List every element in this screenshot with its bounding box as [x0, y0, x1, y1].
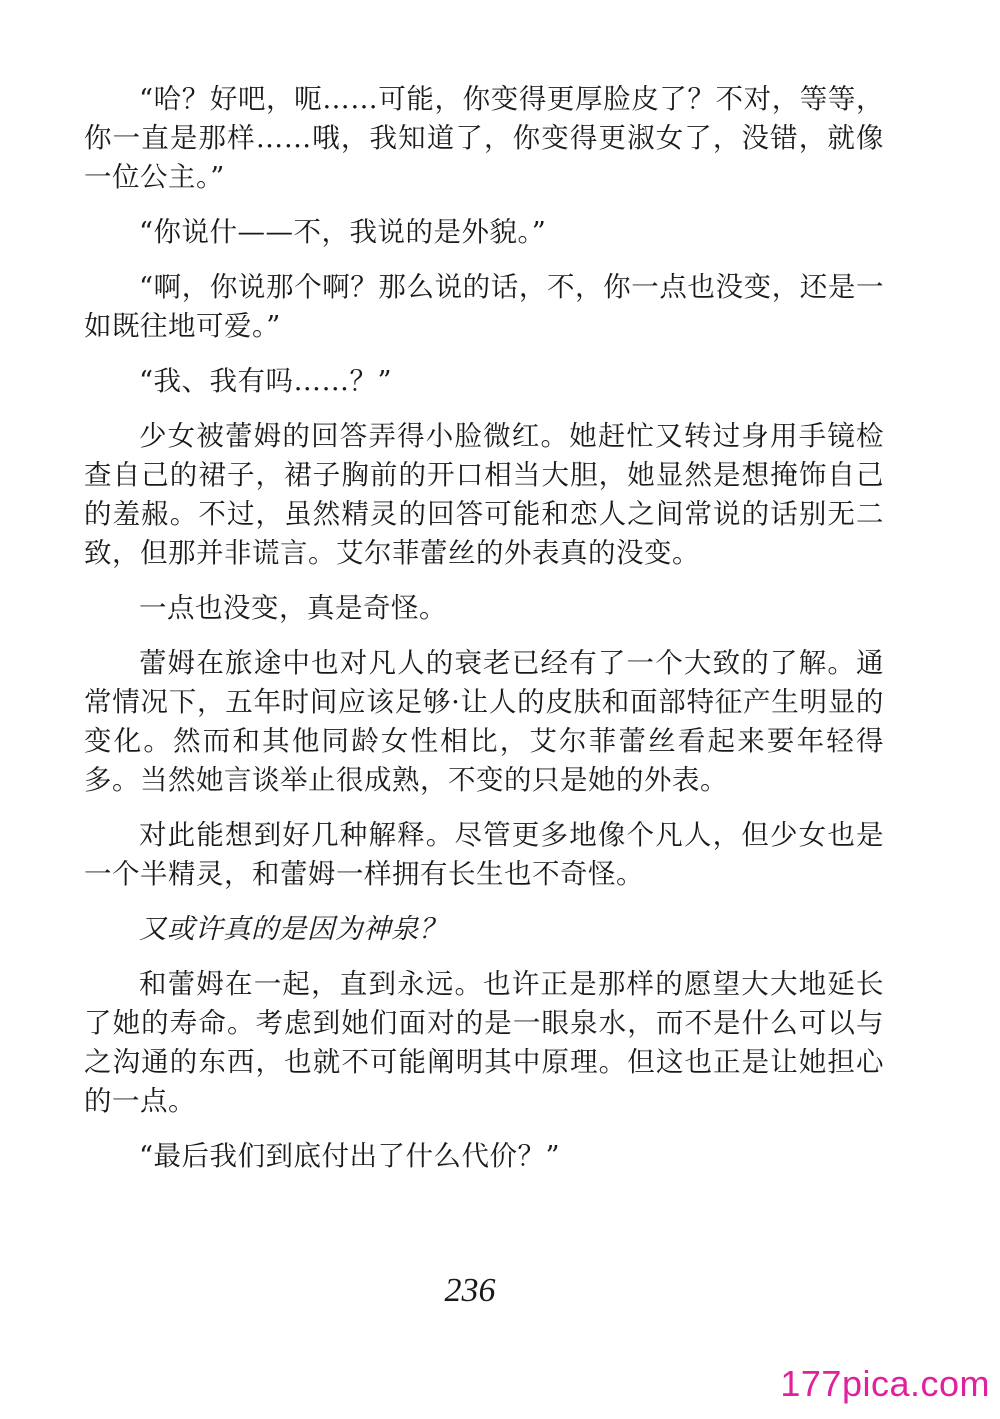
- site-watermark: 177pica.com: [780, 1363, 990, 1404]
- paragraph-11: “最后我们到底付出了什么代价？”: [139, 1140, 561, 1172]
- paragraph-10: 和蕾姆在一起，直到永远。也许正是那样的愿望大大地延长了她的寿命。考虑到她们面对的是一眼泉水，而不是什么可以与之沟通的东西，也就不可能阐明其中原理。但这也正是让她担心的一点。: [84, 968, 884, 1117]
- paragraph-8: 对此能想到好几种解释。尽管更多地像个凡人，但少女也是一个半精灵，和蕾姆一样拥有长生也不奇怪。: [84, 819, 884, 890]
- paragraph-7: 蕾姆在旅途中也对凡人的衰老已经有了一个大致的了解。通常情况下，五年时间应该足够·让人的皮肤和面部特征产生明显的变化。然而和其他同龄女性相比，艾尔菲蕾丝看起来要年轻得多。当然她言谈举止很成熟，不变的只是她的外表。: [84, 647, 884, 796]
- paragraph-6: 一点也没变，真是奇怪。: [139, 592, 447, 624]
- paragraph-1: “哈？好吧，呃……可能，你变得更厚脸皮了？不对，等等，你一直是那样……哦，我知道了，你变得更淑女了，没错，就像一位公主。”: [84, 83, 884, 193]
- paragraph-2: “你说什——不，我说的是外貌。”: [139, 216, 547, 248]
- page-number: 236: [444, 1272, 496, 1309]
- body-text: [84, 80, 884, 1192]
- paragraph-3: “啊，你说那个啊？那么说的话，不，你一点也没变，还是一如既往地可爱。”: [84, 271, 884, 342]
- paragraph-5: 少女被蕾姆的回答弄得小脸微红。她赶忙又转过身用手镜检查自己的裙子，裙子胸前的开口相当大胆，她显然是想掩饰自己的羞赧。不过，虽然精灵的回答可能和恋人之间常说的话别无二致，但那并非谎言。艾尔菲蕾丝的外表真的没变。: [84, 420, 884, 569]
- paragraph-4: “我、我有吗……？”: [139, 365, 393, 397]
- paragraph-9-italic-thought: 又或许真的是因为神泉？: [139, 913, 447, 945]
